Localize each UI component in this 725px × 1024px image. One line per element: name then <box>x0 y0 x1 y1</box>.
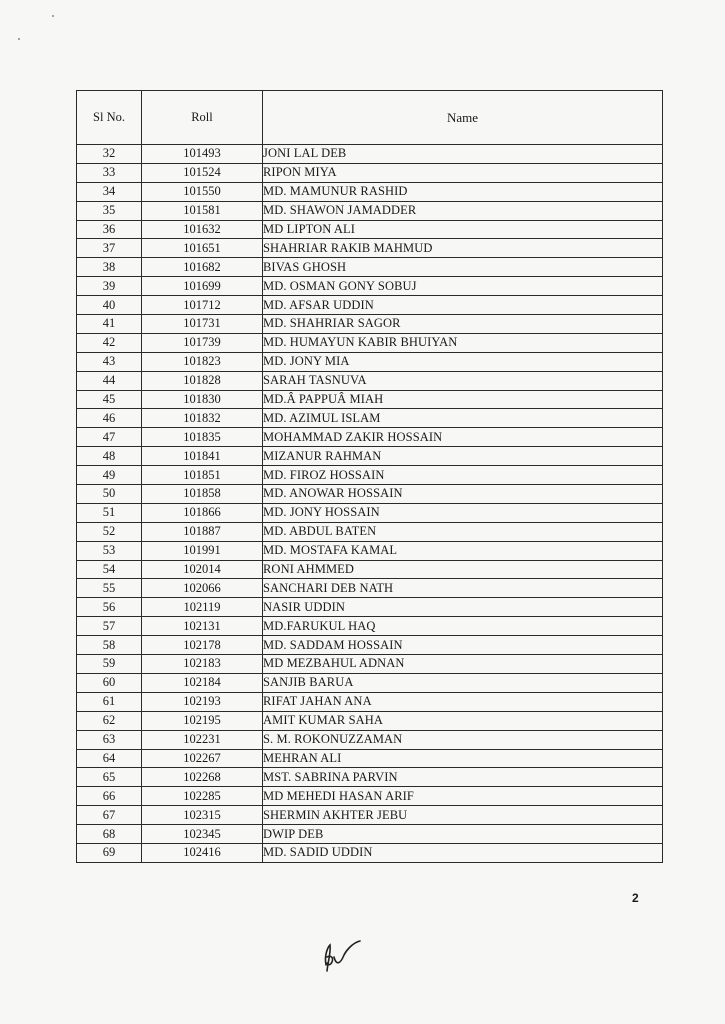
cell-name: RIPON MIYA <box>263 163 663 182</box>
cell-sl-no: 45 <box>77 390 142 409</box>
cell-name: MOHAMMAD ZAKIR HOSSAIN <box>263 428 663 447</box>
cell-sl-no: 57 <box>77 617 142 636</box>
table-row <box>77 201 663 220</box>
cell-roll: 101739 <box>142 333 263 352</box>
table-row <box>77 485 663 504</box>
cell-roll: 102119 <box>142 598 263 617</box>
cell-sl-no: 68 <box>77 825 142 844</box>
cell-roll: 101858 <box>142 485 263 504</box>
cell-name: MD. SHAWON JAMADDER <box>263 201 663 220</box>
cell-name: BIVAS GHOSH <box>263 258 663 277</box>
cell-roll: 101830 <box>142 390 263 409</box>
roll-table <box>76 90 663 863</box>
cell-sl-no: 37 <box>77 239 142 258</box>
cell-sl-no: 61 <box>77 692 142 711</box>
cell-name: NASIR UDDIN <box>263 598 663 617</box>
table-row <box>77 730 663 749</box>
cell-name: MD.FARUKUL HAQ <box>263 617 663 636</box>
table-row <box>77 333 663 352</box>
cell-roll: 102267 <box>142 749 263 768</box>
scan-speck <box>52 15 54 17</box>
cell-roll: 101682 <box>142 258 263 277</box>
cell-roll: 102184 <box>142 673 263 692</box>
table-row <box>77 560 663 579</box>
cell-sl-no: 66 <box>77 787 142 806</box>
cell-sl-no: 60 <box>77 673 142 692</box>
table-row <box>77 787 663 806</box>
cell-name: MD. SADDAM HOSSAIN <box>263 636 663 655</box>
cell-sl-no: 51 <box>77 503 142 522</box>
page-number: 2 <box>632 891 639 905</box>
cell-name: MD. AZIMUL ISLAM <box>263 409 663 428</box>
table-row <box>77 617 663 636</box>
cell-sl-no: 56 <box>77 598 142 617</box>
table-row <box>77 277 663 296</box>
cell-name: MD. MAMUNUR RASHID <box>263 182 663 201</box>
cell-roll: 102231 <box>142 730 263 749</box>
cell-sl-no: 64 <box>77 749 142 768</box>
cell-sl-no: 41 <box>77 315 142 334</box>
cell-name: MD. SADID UDDIN <box>263 843 663 862</box>
cell-name: MD.Â PAPPUÂ MIAH <box>263 390 663 409</box>
cell-name: MD. MOSTAFA KAMAL <box>263 541 663 560</box>
cell-roll: 101823 <box>142 352 263 371</box>
cell-name: JONI LAL DEB <box>263 145 663 164</box>
cell-sl-no: 36 <box>77 220 142 239</box>
table-row <box>77 825 663 844</box>
cell-roll: 102268 <box>142 768 263 787</box>
table-row <box>77 220 663 239</box>
cell-roll: 101712 <box>142 296 263 315</box>
cell-name: MD. HUMAYUN KABIR BHUIYAN <box>263 333 663 352</box>
cell-name: RIFAT JAHAN ANA <box>263 692 663 711</box>
cell-roll: 101699 <box>142 277 263 296</box>
table-row <box>77 768 663 787</box>
cell-roll: 101832 <box>142 409 263 428</box>
signature-initials <box>318 935 366 975</box>
cell-name: MD. OSMAN GONY SOBUJ <box>263 277 663 296</box>
header-name: Name <box>263 91 663 145</box>
cell-sl-no: 40 <box>77 296 142 315</box>
cell-sl-no: 54 <box>77 560 142 579</box>
cell-sl-no: 32 <box>77 145 142 164</box>
cell-name: SHERMIN AKHTER JEBU <box>263 806 663 825</box>
cell-sl-no: 47 <box>77 428 142 447</box>
table-header-row <box>77 91 663 145</box>
cell-name: MD LIPTON ALI <box>263 220 663 239</box>
cell-roll: 101866 <box>142 503 263 522</box>
cell-roll: 102183 <box>142 655 263 674</box>
table-row <box>77 522 663 541</box>
table-row <box>77 843 663 862</box>
table-row <box>77 541 663 560</box>
cell-sl-no: 52 <box>77 522 142 541</box>
cell-roll: 102195 <box>142 711 263 730</box>
cell-roll: 101731 <box>142 315 263 334</box>
cell-roll: 102416 <box>142 843 263 862</box>
table-row <box>77 636 663 655</box>
table-row <box>77 806 663 825</box>
cell-name: MD. AFSAR UDDIN <box>263 296 663 315</box>
cell-roll: 101493 <box>142 145 263 164</box>
cell-sl-no: 50 <box>77 485 142 504</box>
cell-roll: 101835 <box>142 428 263 447</box>
table-row <box>77 409 663 428</box>
table-row <box>77 296 663 315</box>
cell-roll: 101991 <box>142 541 263 560</box>
cell-name: SHAHRIAR RAKIB MAHMUD <box>263 239 663 258</box>
cell-roll: 101828 <box>142 371 263 390</box>
cell-roll: 102193 <box>142 692 263 711</box>
cell-sl-no: 35 <box>77 201 142 220</box>
cell-roll: 102066 <box>142 579 263 598</box>
cell-roll: 101524 <box>142 163 263 182</box>
cell-name: MD. ABDUL BATEN <box>263 522 663 541</box>
cell-sl-no: 34 <box>77 182 142 201</box>
table-row <box>77 258 663 277</box>
cell-sl-no: 67 <box>77 806 142 825</box>
cell-name: MEHRAN ALI <box>263 749 663 768</box>
cell-name: MD MEHEDI HASAN ARIF <box>263 787 663 806</box>
cell-roll: 101550 <box>142 182 263 201</box>
scan-speck <box>18 38 20 40</box>
header-roll: Roll <box>142 91 263 145</box>
cell-sl-no: 44 <box>77 371 142 390</box>
cell-name: MD. SHAHRIAR SAGOR <box>263 315 663 334</box>
cell-name: MD. ANOWAR HOSSAIN <box>263 485 663 504</box>
table-row <box>77 503 663 522</box>
cell-sl-no: 42 <box>77 333 142 352</box>
table-row <box>77 239 663 258</box>
table-row <box>77 749 663 768</box>
cell-name: MST. SABRINA PARVIN <box>263 768 663 787</box>
cell-name: MD. JONY MIA <box>263 352 663 371</box>
cell-sl-no: 33 <box>77 163 142 182</box>
table-row <box>77 145 663 164</box>
cell-sl-no: 65 <box>77 768 142 787</box>
cell-roll: 101887 <box>142 522 263 541</box>
table-row <box>77 598 663 617</box>
cell-sl-no: 59 <box>77 655 142 674</box>
cell-sl-no: 46 <box>77 409 142 428</box>
cell-name: DWIP DEB <box>263 825 663 844</box>
cell-roll: 102014 <box>142 560 263 579</box>
table-row <box>77 163 663 182</box>
cell-name: MD. FIROZ HOSSAIN <box>263 466 663 485</box>
cell-roll: 101632 <box>142 220 263 239</box>
cell-roll: 101851 <box>142 466 263 485</box>
cell-name: SARAH TASNUVA <box>263 371 663 390</box>
table-row <box>77 466 663 485</box>
cell-roll: 101651 <box>142 239 263 258</box>
cell-roll: 102178 <box>142 636 263 655</box>
table-row <box>77 579 663 598</box>
cell-roll: 102315 <box>142 806 263 825</box>
cell-name: MD MEZBAHUL ADNAN <box>263 655 663 674</box>
cell-name: AMIT KUMAR SAHA <box>263 711 663 730</box>
cell-roll: 102131 <box>142 617 263 636</box>
cell-roll: 102345 <box>142 825 263 844</box>
cell-name: SANJIB BARUA <box>263 673 663 692</box>
cell-name: RONI AHMMED <box>263 560 663 579</box>
table-row <box>77 711 663 730</box>
cell-sl-no: 43 <box>77 352 142 371</box>
table-row <box>77 673 663 692</box>
table-row <box>77 182 663 201</box>
table-row <box>77 390 663 409</box>
cell-sl-no: 69 <box>77 843 142 862</box>
cell-sl-no: 38 <box>77 258 142 277</box>
cell-name: MD. JONY HOSSAIN <box>263 503 663 522</box>
cell-sl-no: 48 <box>77 447 142 466</box>
cell-sl-no: 53 <box>77 541 142 560</box>
cell-sl-no: 63 <box>77 730 142 749</box>
cell-roll: 102285 <box>142 787 263 806</box>
cell-sl-no: 62 <box>77 711 142 730</box>
table-row <box>77 352 663 371</box>
header-sl-no: Sl No. <box>77 91 142 145</box>
table-row <box>77 428 663 447</box>
cell-sl-no: 55 <box>77 579 142 598</box>
cell-sl-no: 58 <box>77 636 142 655</box>
table-row <box>77 315 663 334</box>
table-row <box>77 692 663 711</box>
cell-name: MIZANUR RAHMAN <box>263 447 663 466</box>
cell-name: SANCHARI DEB NATH <box>263 579 663 598</box>
table-row <box>77 655 663 674</box>
cell-name: S. M. ROKONUZZAMAN <box>263 730 663 749</box>
cell-roll: 101581 <box>142 201 263 220</box>
table-row <box>77 447 663 466</box>
table-row <box>77 371 663 390</box>
cell-sl-no: 49 <box>77 466 142 485</box>
cell-sl-no: 39 <box>77 277 142 296</box>
cell-roll: 101841 <box>142 447 263 466</box>
